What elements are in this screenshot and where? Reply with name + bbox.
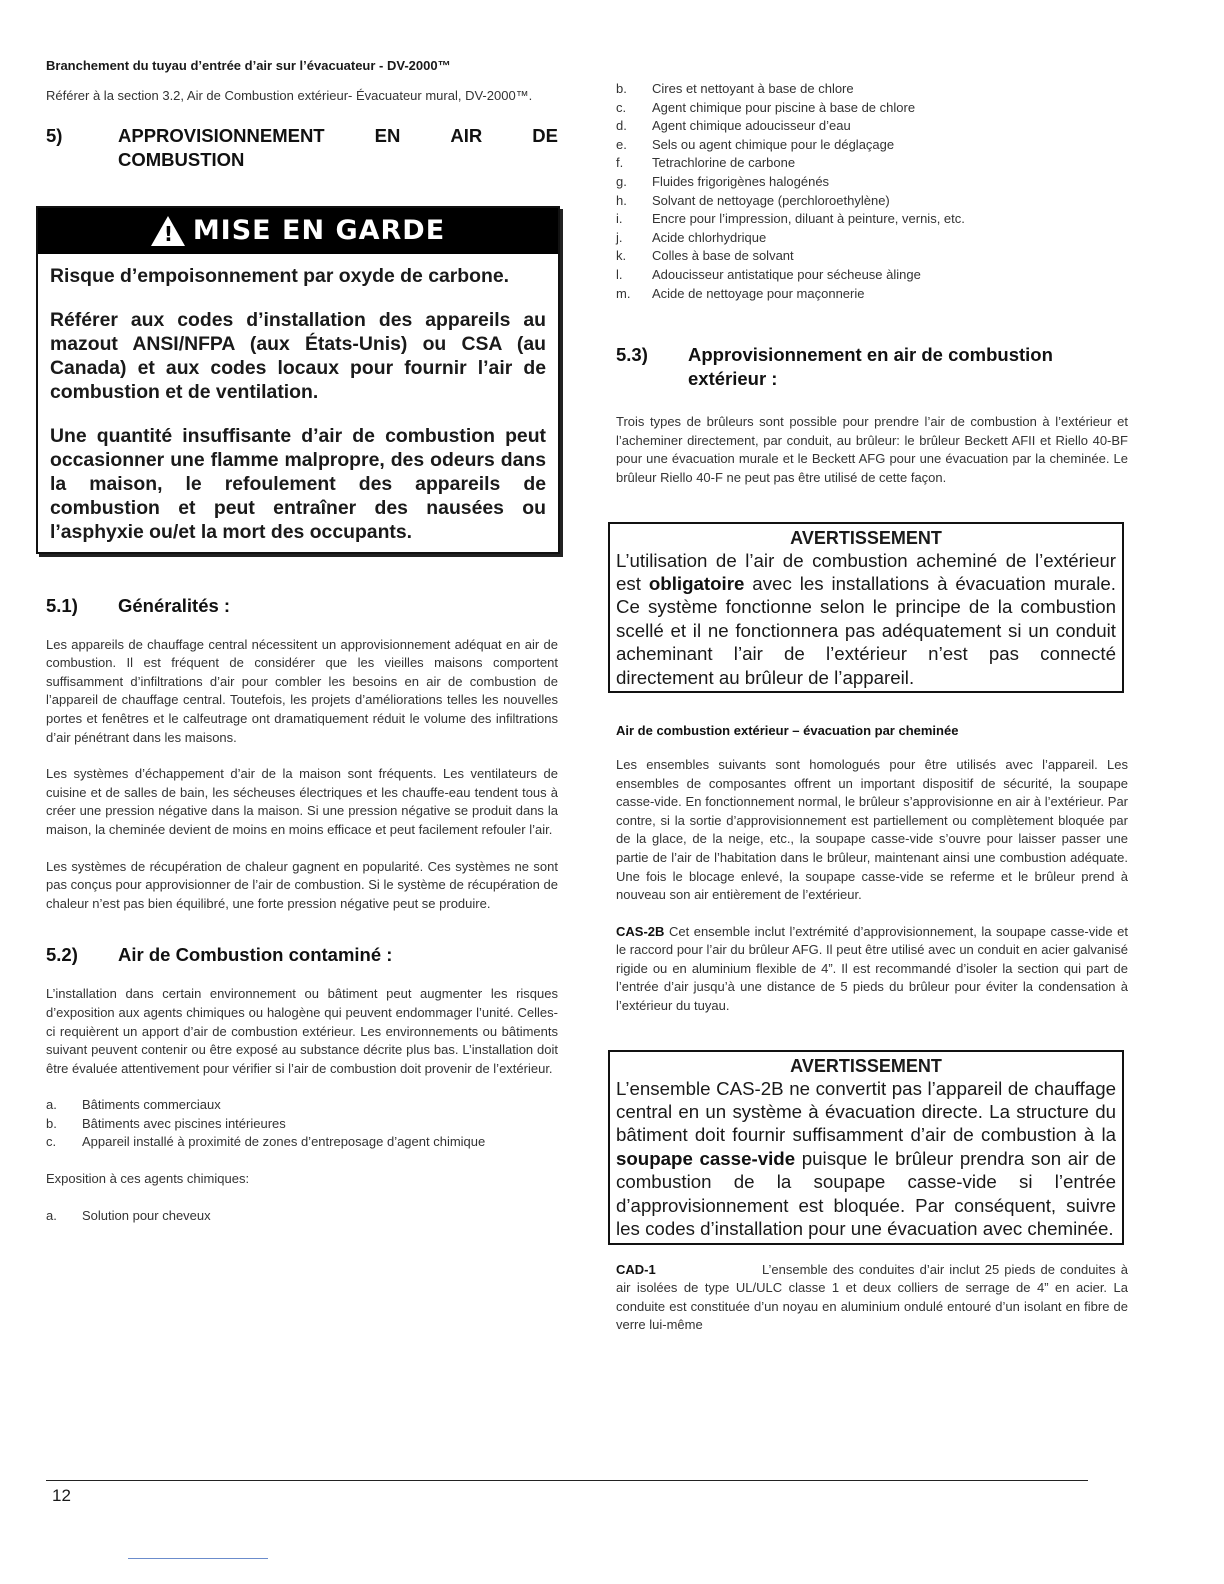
paragraph: Les systèmes de récupération de chaleur gagnent en popularité. Ces systèmes ne sont pas conçus pour approvisionner de l’air de combustion. Si le système de récupération de chaleur n’est pas bien équilibré, une forte pression négative peut se produire. [46,858,558,911]
caution-text: Une quantité insuffisante d’air de combustion peut occasionner une flamme malpropre, des odeurs dans la maison, le refoulement des appareils de combustion et peut entraîner des nausées ou l’asphyxie ou/et la mort des occupants. [50,424,546,543]
warning-text: L’ensemble CAS-2B ne convertit pas l’appareil de chauffage central en un système à évacuation directe. La structure du bâtiment doit fournir suffisamment d’air de combustion à la soupape casse-vide puisque le brûleur prendra son air de combustion de la soupape casse-vide si l’entrée d’approvisionnement est bloquée. Par conséquent, suivre les codes d’installation pour une évacuation avec cheminée. [616,1077,1116,1240]
paragraph: Les appareils de chauffage central nécessitent un approvisionnement adéquat en air de combustion. Il est fréquent de considérer que les vieilles maisons comportent suffisamment d’infiltrations d’air pour combler les besoins en air de combustion de l’appareil de chauffage central. Toutefois, les projets d’améliorations telles les nouvelles portes et fenêtres et le calfeutrage ont dramatiquement réduit le volume des infiltrations d’air pénétrant dans les maisons. [46,636,558,745]
footer-rule [46,1480,1088,1481]
exposure-label: Exposition à ces agents chimiques: [46,1171,250,1187]
page-number: 12 [52,1486,71,1505]
paragraph: Trois types de brûleurs sont possible pour prendre l’air de combustion à l’extérieur et l’acheminer directement, par conduit, au brûleur: le brûleur Beckett AFII et Riello 40-BF pour une évacuation murale et le Beckett AFG pour une évacuation par la cheminée. Le brûleur Riello 40-F ne peut pas être utilisé de cette façon. [616,414,1128,485]
paragraph: Les systèmes d’échappement d’air de la maison sont fréquents. Les ventilateurs de cuisine et de salles de bain, les sécheuses électriques et les chauffe-eau tendent tous à créer une pression négative dans la maison. Si une pression négative se produit dans la maison, la cheminée devient de moins en moins efficace et peut facilement refouler l’air. [46,766,558,837]
caution-banner-text: MISE EN GARDE [192,215,446,247]
list-item: m. Acide de nettoyage pour maçonnerie [616,285,865,301]
air-intake-heading: Branchement du tuyau d’entrée d’air sur l’évacuateur - DV-2000™ [46,58,451,73]
building-list [46,1096,558,1152]
section-5-1-heading: 5.1) Généralités : [46,594,231,616]
right-column [616,80,1128,1353]
left-column [46,58,558,1243]
caution-banner [38,208,558,254]
chemical-list-continued [616,80,1128,303]
list-item: a. Bâtiments commerciaux [46,1097,221,1113]
chimney-vent-heading: Air de combustion extérieur – évacuation par cheminée [616,722,959,738]
caution-box [36,206,560,554]
caution-text: Risque d’empoisonnement par oxyde de carbone. [50,264,510,287]
list-item: e. Sels ou agent chimique pour le déglaçage [616,136,895,152]
list-item: b. Bâtiments avec piscines intérieures [46,1115,286,1131]
paragraph: Les ensembles suivants sont homologués pour être utilisés avec l’appareil. Les ensembles de composantes offrent un important dispositif de sécurité, la soupape casse-vide. En fonctionnement normal, le brûleur s’approvisionne en air à l’extérieur. Par contre, si la sortie d’approvisionnement est partiellement ou complètement bloquée par de la glace, de la neige, etc., la soupape casse-vide s’ouvre pour laisser passer une partie de l’air de l’habitation dans le brûleur, maintenant ainsi une combustion adéquate. Une fois le blocage enlevé, la soupape casse-vide se referme et le brûleur prend à nouveau son air entièrement de l’extérieur. [616,756,1128,903]
warning-box-cas-2b [608,1050,1124,1245]
list-item: h. Solvant de nettoyage (perchloroethylène) [616,192,890,208]
list-item: f. Tetrachlorine de carbone [616,155,796,171]
warning-box-wall-vent [608,522,1124,693]
warning-triangle-icon [151,216,185,246]
cas-2b-paragraph: CAS-2B Cet ensemble inclut l’extrémité d’approvisionnement, la soupape casse-vide et le raccord pour l’air du brûleur AFG. Il peut être utilisé avec un conduit en acier galvanisé rigide ou en aluminium flexible de 4”. Il est recommandé d’isoler la section qui part de l’entrée d’air jusqu’à une distance de 5 pieds du brûleur pour éviter la condensation à l’extérieur du tuyau. [616,923,1128,1014]
section-5-2-heading: 5.2) Air de Combustion contaminé : [46,944,393,966]
section-5-title-line2: COMBUSTION [118,148,245,170]
warning-text: L’utilisation de l’air de combustion acheminé de l’extérieur est obligatoire avec les installations à évacuation murale. Ce système fonctionne selon le principe de la combustion scellé et il ne fonctionnera pas adéquatement si un conduit acheminant l’air de l’extérieur n’est pas connecté directement au brûleur de l’appareil. [616,549,1116,688]
caution-text: Référer aux codes d’installation des appareils au mazout ANSI/NFPA (aux États-Unis) ou CSA (au Canada) et aux codes locaux pour fournir l’air de combustion et de ventilation. [50,308,546,403]
decorative-rule [128,1558,268,1559]
list-item: b. Cires et nettoyant à base de chlore [616,81,854,96]
warning-title: AVERTISSEMENT [790,1055,942,1076]
cad-1-paragraph: CAD-1 L’ensemble des conduites d’air inclut 25 pieds de conduites à air isolées de type UL/ULC classe 1 et deux colliers de serrage de 4” en acier. La conduite est constituée d’un noyau en aluminium ondulé entouré d’un isolant en fibre de verre lui-même [616,1261,1128,1333]
list-item: l. Adoucisseur antistatique pour sécheuse àlinge [616,266,921,282]
list-item: k. Colles à base de solvant [616,248,794,264]
list-item: c. Appareil installé à proximité de zones d’entreposage d’agent chimique [46,1134,486,1150]
air-intake-paragraph: Référer à la section 3.2, Air de Combustion extérieur- Évacuateur mural, DV-2000™. [46,88,533,103]
chemical-list [46,1207,558,1226]
list-item: g. Fluides frigorigènes halogénés [616,173,830,189]
list-item: d. Agent chimique adoucisseur d’eau [616,118,851,134]
section-5-heading [46,124,558,172]
warning-title: AVERTISSEMENT [790,527,942,548]
list-item: i. Encre pour l’impression, diluant à peinture, vernis, etc. [616,211,965,227]
paragraph: L’installation dans certain environnement ou bâtiment peut augmenter les risques d’exposition aux agents chimiques ou halogène qui peuvent endommager l’unité. Celles-ci requièrent un apport d’air de combustion extérieur. Les environnements ou bâtiments suivant peuvent contenir ou être exposé au substance décrite plus bas. L’installation doit être évaluée attentivement pour vérifier si l’air de combustion doit provenir de l’extérieur. [46,986,558,1076]
section-5-3-heading: 5.3) Approvisionnement en air de combustion extérieur : [616,344,1053,390]
section-5-title-line1: APPROVISIONNEMENT EN AIR DE [118,124,558,146]
list-item: a. Solution pour cheveux [46,1207,211,1223]
list-item: c. Agent chimique pour piscine à base de chlore [616,99,916,115]
section-number: 5) [46,124,63,146]
list-item: j. Acide chlorhydrique [616,229,767,245]
